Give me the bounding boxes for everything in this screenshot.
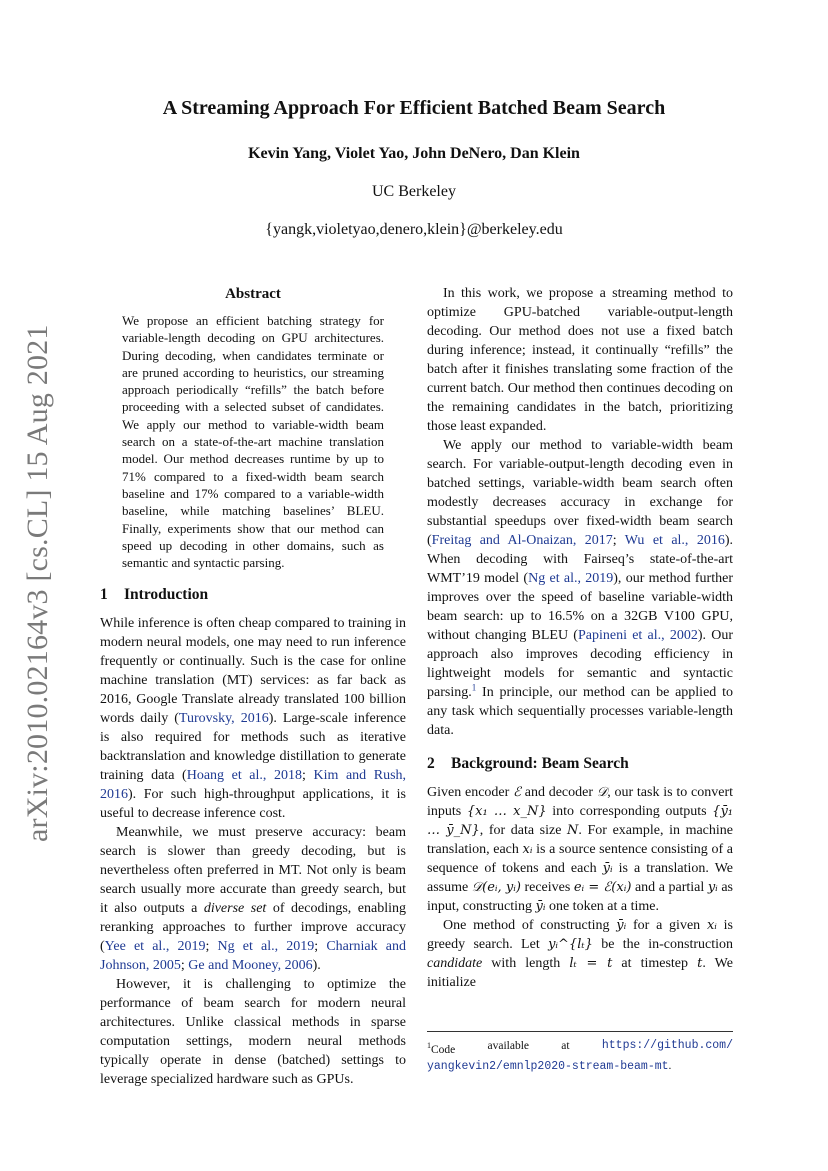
citation-link[interactable]: Ge and Mooney, 2006 — [188, 958, 313, 974]
math-inline: ȳᵢ — [602, 861, 613, 876]
text-run: and a partial — [631, 880, 708, 895]
citation-link[interactable]: Charniak and Johnson, 2005 — [100, 939, 407, 974]
intro-paragraph-4: In this work, we propose a streaming method to optimize GPU-batched variable-output-length decoding. Our method does not use a fixed batch during inference; instead, it continually “refills” the batch after it finishes translating some fraction of the current batch. Our method then continues decoding on the remaining candidates in the batch, prioritizing those least expanded. — [427, 286, 733, 434]
text-run: into corresponding outputs — [546, 804, 713, 819]
text-run: ; — [612, 533, 625, 548]
citation-link[interactable]: Yee et al., 2019 — [104, 939, 206, 955]
paper-authors: Kevin Yang, Violet Yao, John DeNero, Dan Klein — [248, 145, 580, 162]
emphasis: candidate — [427, 956, 483, 971]
text-run: ). For such high-throughput applications, it is useful to decrease inference cost. — [100, 787, 406, 822]
footnote-line — [427, 1038, 733, 1058]
text-run: ). Large-scale inference is also required for methods such as iterative backtranslation and knowledge distillation to generate training data ( — [100, 711, 406, 784]
citation-link[interactable]: Hoang et al., 2018 — [186, 768, 302, 784]
left-column — [100, 284, 406, 1089]
paper-email: {yangk,violetyao,denero,klein}@berkeley.edu — [265, 221, 563, 238]
math-inline: {x₁ … x_N} — [466, 804, 547, 819]
background-paragraph-2 — [427, 916, 733, 992]
citation-link[interactable]: Turovsky, 2016 — [178, 711, 269, 727]
text-run: ). — [312, 958, 321, 974]
text-run: one token at a time. — [545, 899, 659, 914]
footnote-line — [427, 1058, 733, 1075]
math-inline: yᵢ — [707, 880, 718, 895]
intro-paragraph-5 — [427, 436, 733, 740]
text-run: ; — [180, 958, 189, 974]
text-run: receives — [520, 880, 574, 895]
text-run: ), our method further improves over the speed of baseline variable-width beam search: up to 16.5% on a 32GB V100 GPU, without changing BLEU ( — [427, 571, 733, 643]
section-heading-introduction — [100, 585, 406, 605]
math-inline: ȳᵢ — [535, 899, 546, 914]
math-inline: eᵢ = ℰ(xᵢ) — [573, 880, 632, 895]
section-title: Introduction — [124, 586, 209, 604]
math-inline: ℰ — [513, 785, 521, 800]
emphasis: diverse set — [203, 901, 267, 917]
text-run: at timestep — [612, 956, 698, 971]
text-run: ). Our approach also improves decoding efficiency in lightweight models for semantic and syntactic parsing. — [427, 628, 734, 700]
text-run: at — [561, 1040, 570, 1052]
text-run: . For example, in machine translation, each — [427, 823, 733, 857]
math-inline: xᵢ — [706, 918, 717, 933]
text-run: . We initialize — [427, 956, 733, 990]
text-run: be the in-construction — [592, 937, 733, 952]
text-run: ). When decoding with Fairseq’s state-of-the-art WMT’19 model ( — [427, 533, 733, 586]
text-run: Meanwhile, we must preserve accuracy: beam search is slower than greedy decoding, but is nevertheless often preferred in MT. Not only is beam search usually more accurate than greedy search, but it also outputs a — [100, 825, 406, 917]
text-run: as input, constructing — [427, 880, 733, 914]
text-run: , for data size — [479, 823, 568, 838]
intro-paragraph-2 — [100, 823, 406, 975]
text-run: . — [668, 1059, 672, 1072]
citation-link[interactable]: Papineni et al., 2002 — [577, 628, 698, 643]
intro-paragraph-1 — [100, 614, 406, 823]
abstract-text: We propose an efficient batching strategy for variable-length decoding on GPU architectures. During decoding, when candidates terminate or are pruned according to heuristics, our streaming approach periodically “refills” the batch before proceeding with a selected subset of candidates. We apply our method to variable-width beam search on a state-of-the-art machine translation model. Our method decreases runtime by up to 71% compared to a fixed-width beam search baseline and 17% compared to a variable-width baseline, while matching baselines’ BLEU. Finally, experiments show that our method can speed up decoding in other domains, such as semantic and syntactic parsing. — [122, 313, 384, 571]
text-run: ; — [301, 768, 314, 784]
text-run: is greedy search. Let — [427, 918, 733, 952]
footnote-marker[interactable]: 1 — [471, 682, 477, 693]
text-run: Given encoder — [427, 785, 514, 800]
citation-link[interactable]: Freitag and Al-Onaizan, 2017 — [431, 533, 613, 548]
footnote-url-link[interactable]: yangkevin2/emnlp2020-stream-beam-mt — [427, 1059, 669, 1073]
section-number: 2 — [427, 755, 435, 772]
paper-affiliation: UC Berkeley — [372, 183, 456, 200]
section-number: 1 — [100, 586, 108, 604]
text-run: , our task is to convert inputs — [427, 785, 733, 819]
text-run: is a source sentence consisting of a sequence of tokens and each — [427, 842, 733, 876]
section-title: Background: Beam Search — [451, 755, 629, 772]
text-run: ; — [205, 939, 218, 955]
text-run: While inference is often cheap compared to training in modern neural models, one may need to run inference frequently or continually. Such is the case for online machine translation (MT) services: as far back as 2016, Google Translate already translated 100 billion words daily ( — [100, 616, 406, 727]
citation-link[interactable]: Kim and Rush, 2016 — [100, 768, 407, 803]
math-inline: N — [567, 823, 579, 838]
footnote-number: 1 — [427, 1041, 431, 1050]
arxiv-stamp: arXiv:2010.02164v3 [cs.CL] 15 Aug 2021 — [21, 324, 54, 842]
footnote — [427, 1031, 733, 1075]
background-paragraph-1 — [427, 783, 733, 916]
section-heading-background — [427, 754, 733, 774]
text-run: Code — [431, 1043, 456, 1056]
math-inline: lₜ = t — [569, 956, 613, 971]
math-inline: {ȳ₁ … ȳ_N} — [427, 804, 733, 838]
text-run: ; — [314, 939, 327, 955]
footnote-label — [427, 1038, 455, 1058]
text-run: of decodings, enabling reranking approaches to further improve accuracy ( — [100, 901, 406, 955]
math-inline: 𝒟(eᵢ, yᵢ) — [471, 880, 521, 895]
text-run: with length — [482, 956, 570, 971]
math-inline: ȳᵢ — [616, 918, 627, 933]
text-run: available — [487, 1040, 530, 1052]
text-run: for a given — [626, 918, 707, 933]
intro-paragraph-3: However, it is challenging to optimize the performance of beam search for modern neural architectures. Unlike classical methods in sparse computation settings, modern neural methods typically operate in dense (batched) settings to leverage specialized hardware such as GPUs. — [100, 977, 406, 1088]
math-inline: 𝒟 — [596, 785, 608, 800]
citation-link[interactable]: Ng et al., 2019 — [217, 939, 315, 955]
paper-title: A Streaming Approach For Efficient Batched Beam Search — [162, 97, 666, 119]
abstract-heading: Abstract — [225, 286, 281, 302]
math-inline: xᵢ — [522, 842, 533, 857]
math-inline: t — [697, 956, 703, 971]
footnote-url-link[interactable]: https://github.com/ — [601, 1039, 733, 1052]
text-run: One method of constructing — [443, 918, 617, 933]
math-inline: yᵢ^{lₜ} — [548, 937, 593, 952]
citation-link[interactable]: Ng et al., 2019 — [528, 571, 614, 586]
text-run: and decoder — [520, 785, 597, 800]
text-run: We apply our method to variable-width beam search. For variable-output-length decoding even in batched settings, variable-width beam search often modestly decreases accuracy in exchange for substantial speedups over fixed-width beam search ( — [427, 438, 733, 548]
citation-link[interactable]: Wu et al., 2016 — [624, 533, 725, 548]
text-run: is a translation. We assume — [427, 861, 733, 895]
text-run: In principle, our method can be applied to any task which sequentially processes variable-length data. — [427, 685, 733, 738]
right-column — [427, 284, 733, 992]
